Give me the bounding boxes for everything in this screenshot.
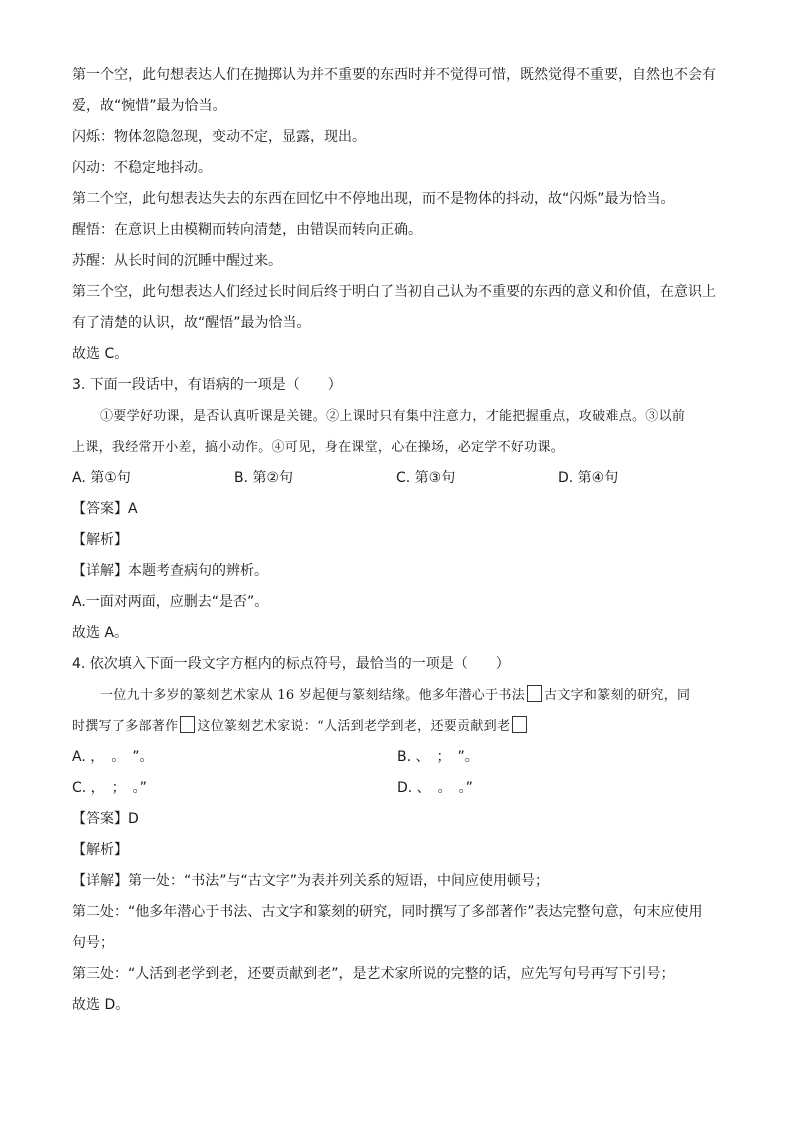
q4-passage-line-2 (72, 711, 722, 742)
q4-option-a: A. ， 。 ”。 (72, 749, 154, 765)
q3-option-b: B. 第②句 (234, 470, 294, 486)
q4-analysis-heading: 【解析】 (72, 842, 128, 858)
q3-option-a: A. 第①句 (72, 470, 131, 486)
q4-answer: 【答案】D (72, 811, 139, 827)
q4-option-c: C. ， ； 。” (72, 780, 147, 796)
blank-box-2 (180, 716, 195, 733)
q4-stem: 4. 依次填入下面一段文字方框内的标点符号，最恰当的一项是（ ） (72, 656, 510, 672)
blank-box-1 (527, 685, 542, 702)
q2-analysis-para-1a: 第一个空，此句想表达人们在抛掷认为并不重要的东西时并不觉得可惜，既然觉得不重要，自然也不会有 (72, 67, 716, 83)
q3-option-d: D. 第④句 (558, 470, 619, 486)
q4-passage-text-2b: 这位篆刻艺术家说：“人活到老学到老，还要贡献到老 (197, 719, 511, 734)
q3-answer: 【答案】A (72, 501, 138, 517)
q2-definition-xingwu: 醒悟：在意识上由模糊而转向清楚，由错误而转向正确。 (72, 222, 422, 238)
q4-option-d: D. 、 。 。” (397, 780, 473, 796)
q4-options-row-2 (72, 773, 722, 804)
q4-option-b: B. 、 ； ”。 (397, 749, 479, 765)
q4-passage-text-1b: 古文字和篆刻的研究，同 (544, 688, 691, 703)
q4-detail-2a: 第二处：“他多年潜心于书法、古文字和篆刻的研究，同时撰写了多部著作”表达完整句意，句末应使用 (72, 904, 703, 920)
q4-options-row-1 (72, 742, 722, 773)
q4-passage-text-1a: 一位九十多岁的篆刻艺术家从 16 岁起便与篆刻结缘。他多年潜心于书法 (100, 688, 526, 703)
q2-definition-shandong: 闪动：不稳定地抖动。 (72, 160, 212, 176)
q4-choice: 故选 D。 (72, 997, 130, 1013)
q2-definition-shanshuo: 闪烁：物体忽隐忽现，变动不定，显露，现出。 (72, 129, 366, 145)
q3-analysis-heading: 【解析】 (72, 532, 128, 548)
q3-explanation: A.一面对两面，应删去“是否”。 (72, 594, 269, 610)
q4-passage-line-1 (72, 680, 722, 711)
q4-detail-3: 第三处：“人活到老学到老，还要贡献到老”，是艺术家所说的完整的话，应先写句号再写下引号； (72, 966, 675, 982)
q4-detail-1: 【详解】第一处：“书法”与“古文字”为表并列关系的短语，中间应使用顿号； (72, 873, 550, 889)
q3-detail: 【详解】本题考查病句的辨析。 (72, 563, 268, 579)
document-body (72, 60, 722, 1021)
q2-analysis-para-1b: 爱，故“惋惜”最为恰当。 (72, 98, 227, 114)
q2-analysis-para-3b: 有了清楚的认识，故“醒悟”最为恰当。 (72, 315, 311, 331)
q2-analysis-para-2: 第二个空，此句想表达失去的东西在回忆中不停地出现，而不是物体的抖动，故“闪烁”最为恰当。 (72, 191, 675, 207)
q3-passage-line-2: 上课，我经常开小差，搞小动作。④可见，身在课堂，心在操场，必定学不好功课。 (72, 440, 565, 455)
q2-definition-suxing: 苏醒：从长时间的沉睡中醒过来。 (72, 253, 282, 269)
q2-choice: 故选 C。 (72, 346, 129, 362)
q3-option-c: C. 第③句 (396, 470, 456, 486)
q4-detail-2b: 句号； (72, 935, 114, 951)
q3-stem: 3. 下面一段话中，有语病的一项是（ ） (72, 377, 342, 393)
q3-choice: 故选 A。 (72, 625, 129, 641)
q4-passage-text-2a: 时撰写了多部著作 (72, 719, 179, 734)
q3-passage-line-1: ①要学好功课，是否认真听课是关键。②上课时只有集中注意力，才能把握重点，攻破难点。③以前 (100, 409, 686, 424)
q2-analysis-para-3a: 第三个空，此句想表达人们经过长时间后终于明白了当初自己认为不重要的东西的意义和价值，在意识上 (72, 284, 716, 300)
blank-box-3 (512, 716, 527, 733)
q3-options (72, 463, 722, 494)
